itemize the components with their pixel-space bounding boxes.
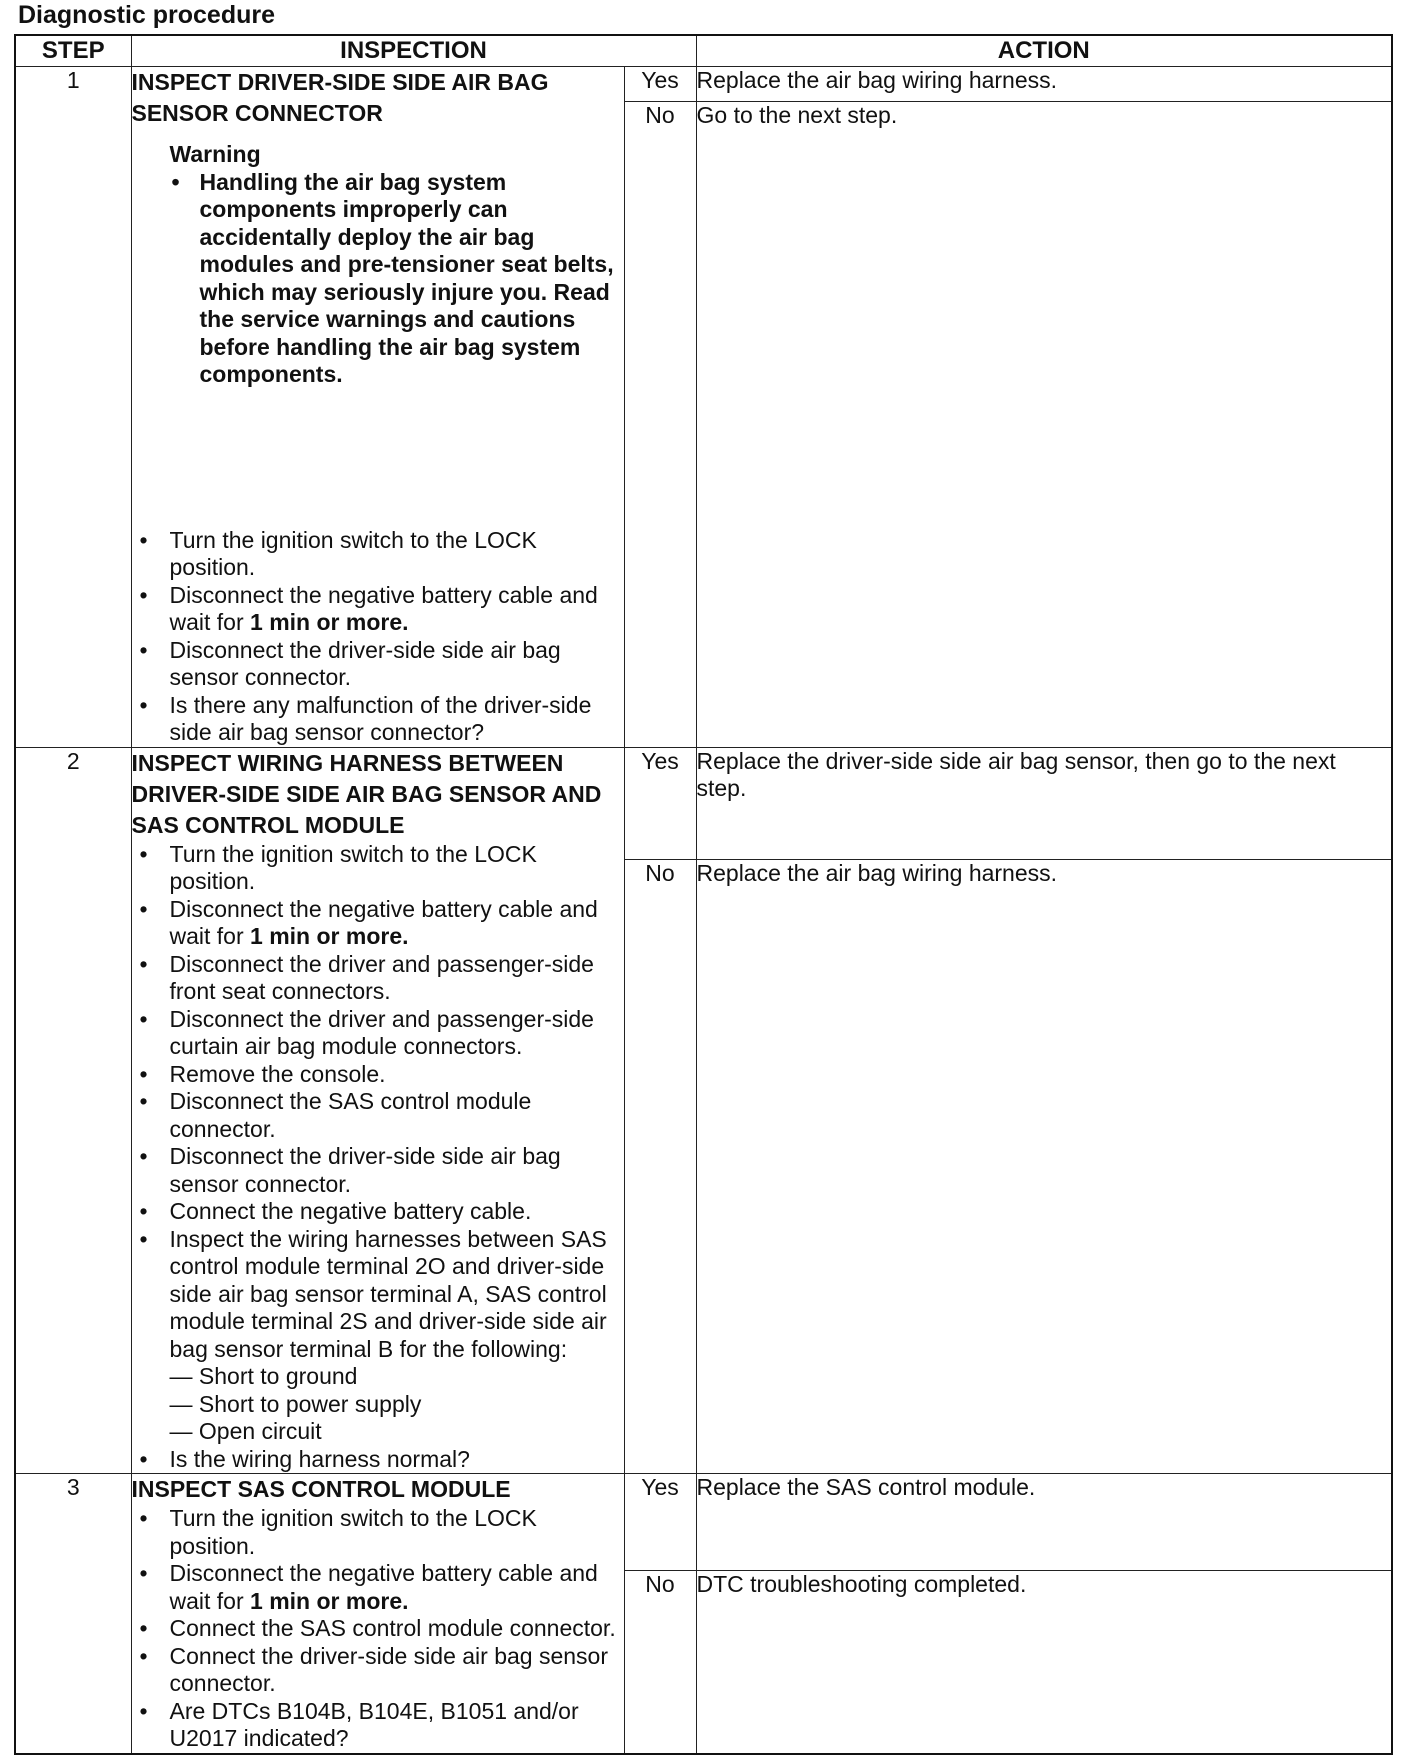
sub-item: — Short to power supply	[169, 1390, 422, 1417]
sub-item: — Short to ground	[169, 1363, 358, 1389]
yes-label: Yes	[624, 67, 696, 102]
no-label: No	[624, 859, 696, 1473]
header-action: ACTION	[696, 35, 1392, 67]
yes-action: Replace the air bag wiring harness.	[696, 67, 1392, 102]
step-number: 1	[15, 67, 131, 748]
list-item: • Connect the negative battery cable.	[132, 1198, 624, 1226]
sub-item: — Open circuit	[169, 1418, 322, 1444]
list-item: • Are DTCs B104B, B104E, B1051 and/or U2017 indicated?	[132, 1698, 624, 1753]
list-item: • Turn the ignition switch to the LOCK position.	[132, 841, 624, 896]
step-number: 3	[15, 1474, 131, 1754]
list-item: • Disconnect the negative battery cable and wait for 1 min or more.	[132, 582, 624, 637]
list-item: • Remove the console.	[132, 1061, 624, 1089]
list-item: • Disconnect the SAS control module connector.	[132, 1088, 624, 1143]
list-item: • Connect the SAS control module connector.	[132, 1615, 624, 1643]
list-item: • Connect the driver-side side air bag sensor connector.	[132, 1643, 624, 1698]
yes-action: Replace the SAS control module.	[696, 1474, 1392, 1571]
inspection-cell	[131, 747, 624, 1474]
yes-label: Yes	[624, 747, 696, 859]
table-row	[15, 67, 1392, 102]
inspection-cell	[131, 67, 624, 748]
list-item: • Disconnect the driver and passenger-side curtain air bag module connectors.	[132, 1006, 624, 1061]
warning-text: • Handling the air bag system components improperly can accidentally deploy the air bag modules and pre-tensioner seat belts, which may seriously injure you. Read the service warnings and cautions before handling the air bag system components.	[170, 169, 624, 389]
header-inspection: INSPECTION	[131, 35, 696, 67]
inspection-title: INSPECT WIRING HARNESS BETWEEN DRIVER-SIDE SIDE AIR BAG SENSOR AND SAS CONTROL MODULE	[131, 749, 602, 838]
diagnostic-table	[14, 34, 1393, 1755]
list-item: • Is there any malfunction of the driver-side side air bag sensor connector?	[132, 692, 624, 747]
header-step: STEP	[15, 35, 131, 67]
inspection-title: INSPECT DRIVER-SIDE SIDE AIR BAG SENSOR CONNECTOR	[131, 69, 549, 126]
table-row	[15, 1474, 1392, 1571]
no-label: No	[624, 102, 696, 747]
warning-block	[170, 141, 624, 389]
page-title: Diagnostic procedure	[18, 1, 275, 29]
list-item: • Turn the ignition switch to the LOCK position.	[132, 527, 624, 582]
list-item: • Disconnect the negative battery cable and wait for 1 min or more.	[132, 896, 624, 951]
no-action: Go to the next step.	[696, 102, 1392, 747]
table-header-row	[15, 35, 1392, 67]
table-row	[15, 747, 1392, 859]
bullet-list	[132, 527, 624, 747]
warning-label: Warning	[169, 141, 261, 167]
list-item: • Disconnect the driver-side side air bag sensor connector.	[132, 1143, 624, 1198]
inspection-title: INSPECT SAS CONTROL MODULE	[131, 1476, 511, 1502]
list-item: • Disconnect the negative battery cable and wait for 1 min or more.	[132, 1560, 624, 1615]
list-item: • Disconnect the driver and passenger-side front seat connectors.	[132, 951, 624, 1006]
list-item: • Inspect the wiring harnesses between SAS control module terminal 2O and driver-side side air bag sensor terminal A, SAS control module terminal 2S and driver-side side air bag sensor terminal B for the following: — Short to ground — Short to power supply — Open circuit	[132, 1226, 624, 1446]
list-item: • Turn the ignition switch to the LOCK position.	[132, 1505, 624, 1560]
list-item: • Disconnect the driver-side side air bag sensor connector.	[132, 637, 624, 692]
no-label: No	[624, 1570, 696, 1753]
yes-action: Replace the driver-side side air bag sensor, then go to the next step.	[696, 747, 1392, 859]
yes-label: Yes	[624, 1474, 696, 1571]
bullet-list	[132, 841, 624, 1474]
list-item: • Is the wiring harness normal?	[132, 1446, 624, 1474]
bullet-list	[132, 1505, 624, 1753]
no-action: Replace the air bag wiring harness.	[696, 859, 1392, 1473]
no-action: DTC troubleshooting completed.	[696, 1570, 1392, 1753]
inspection-cell	[131, 1474, 624, 1754]
step-number: 2	[15, 747, 131, 1474]
